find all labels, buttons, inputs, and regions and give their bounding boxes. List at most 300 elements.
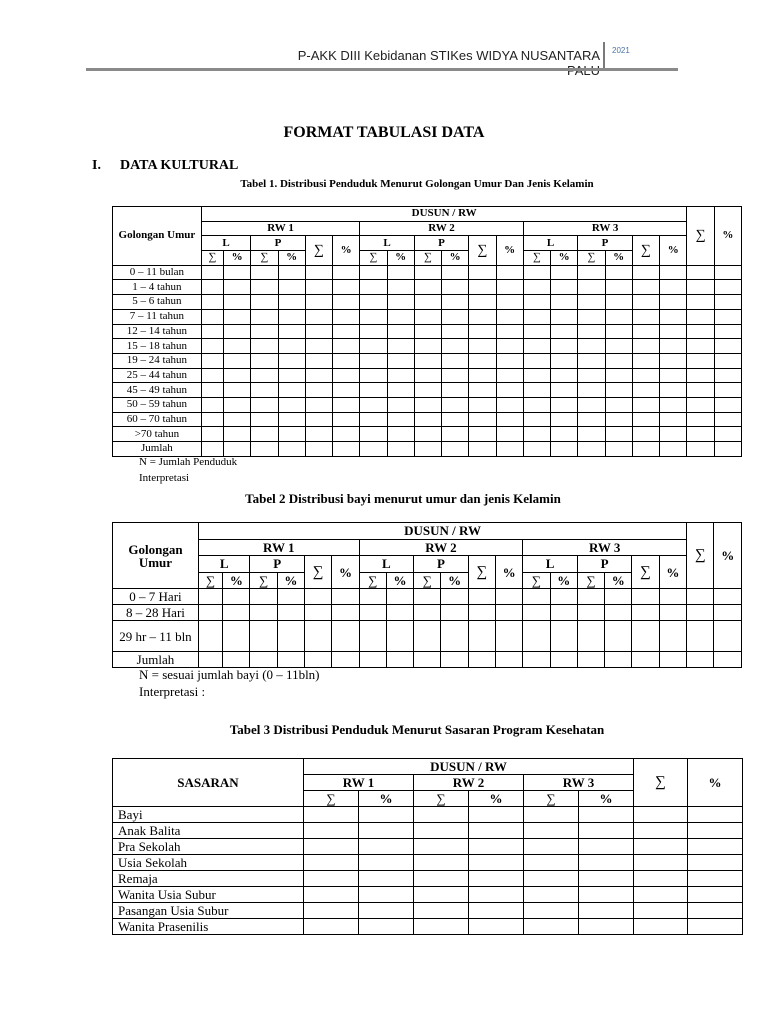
data-cell[interactable] bbox=[469, 324, 496, 339]
data-cell[interactable] bbox=[632, 383, 659, 398]
data-cell[interactable] bbox=[305, 339, 332, 354]
data-cell[interactable] bbox=[224, 397, 251, 412]
data-cell[interactable] bbox=[304, 887, 359, 903]
data-cell[interactable] bbox=[605, 605, 632, 621]
data-cell[interactable] bbox=[387, 383, 414, 398]
data-cell[interactable] bbox=[578, 412, 605, 427]
data-cell[interactable] bbox=[414, 442, 441, 457]
data-cell[interactable] bbox=[198, 589, 222, 605]
data-cell[interactable] bbox=[442, 280, 469, 295]
data-cell[interactable] bbox=[305, 621, 332, 652]
data-cell[interactable] bbox=[359, 621, 386, 652]
data-cell[interactable] bbox=[605, 412, 632, 427]
data-cell[interactable] bbox=[578, 265, 605, 280]
data-cell[interactable] bbox=[414, 295, 441, 310]
data-cell[interactable] bbox=[414, 621, 441, 652]
data-cell[interactable] bbox=[660, 309, 687, 324]
data-cell[interactable] bbox=[551, 324, 578, 339]
data-cell[interactable] bbox=[605, 427, 632, 442]
data-cell[interactable] bbox=[224, 442, 251, 457]
data-cell[interactable] bbox=[359, 839, 414, 855]
data-cell[interactable] bbox=[414, 839, 469, 855]
data-cell[interactable] bbox=[605, 265, 632, 280]
data-cell[interactable] bbox=[578, 309, 605, 324]
data-cell[interactable] bbox=[304, 855, 359, 871]
data-cell[interactable] bbox=[579, 903, 634, 919]
data-cell[interactable] bbox=[579, 919, 634, 935]
data-cell[interactable] bbox=[201, 265, 223, 280]
data-cell[interactable] bbox=[304, 871, 359, 887]
data-cell[interactable] bbox=[251, 397, 278, 412]
data-cell[interactable] bbox=[687, 652, 714, 668]
data-cell[interactable] bbox=[414, 903, 469, 919]
data-cell[interactable] bbox=[577, 621, 604, 652]
data-cell[interactable] bbox=[359, 823, 414, 839]
data-cell[interactable] bbox=[224, 427, 251, 442]
data-cell[interactable] bbox=[632, 368, 659, 383]
data-cell[interactable] bbox=[441, 589, 468, 605]
data-cell[interactable] bbox=[687, 324, 714, 339]
data-cell[interactable] bbox=[387, 295, 414, 310]
data-cell[interactable] bbox=[387, 324, 414, 339]
data-cell[interactable] bbox=[201, 353, 223, 368]
data-cell[interactable] bbox=[495, 652, 522, 668]
data-cell[interactable] bbox=[550, 589, 577, 605]
data-cell[interactable] bbox=[304, 903, 359, 919]
data-cell[interactable] bbox=[278, 309, 305, 324]
data-cell[interactable] bbox=[688, 919, 743, 935]
data-cell[interactable] bbox=[359, 871, 414, 887]
data-cell[interactable] bbox=[333, 353, 360, 368]
data-cell[interactable] bbox=[414, 280, 441, 295]
data-cell[interactable] bbox=[360, 280, 387, 295]
data-cell[interactable] bbox=[360, 265, 387, 280]
data-cell[interactable] bbox=[605, 309, 632, 324]
data-cell[interactable] bbox=[201, 427, 223, 442]
data-cell[interactable] bbox=[305, 324, 332, 339]
data-cell[interactable] bbox=[305, 412, 332, 427]
data-cell[interactable] bbox=[201, 295, 223, 310]
data-cell[interactable] bbox=[632, 652, 659, 668]
data-cell[interactable] bbox=[523, 295, 550, 310]
data-cell[interactable] bbox=[387, 442, 414, 457]
data-cell[interactable] bbox=[332, 621, 359, 652]
data-cell[interactable] bbox=[469, 855, 524, 871]
data-cell[interactable] bbox=[688, 887, 743, 903]
data-cell[interactable] bbox=[224, 368, 251, 383]
data-cell[interactable] bbox=[278, 412, 305, 427]
data-cell[interactable] bbox=[634, 839, 688, 855]
data-cell[interactable] bbox=[201, 368, 223, 383]
data-cell[interactable] bbox=[359, 855, 414, 871]
data-cell[interactable] bbox=[523, 442, 550, 457]
data-cell[interactable] bbox=[333, 397, 360, 412]
data-cell[interactable] bbox=[224, 309, 251, 324]
data-cell[interactable] bbox=[578, 383, 605, 398]
data-cell[interactable] bbox=[201, 339, 223, 354]
data-cell[interactable] bbox=[688, 807, 743, 823]
data-cell[interactable] bbox=[632, 265, 659, 280]
data-cell[interactable] bbox=[250, 652, 277, 668]
data-cell[interactable] bbox=[414, 605, 441, 621]
data-cell[interactable] bbox=[605, 652, 632, 668]
data-cell[interactable] bbox=[305, 280, 332, 295]
data-cell[interactable] bbox=[469, 427, 496, 442]
data-cell[interactable] bbox=[224, 295, 251, 310]
data-cell[interactable] bbox=[442, 368, 469, 383]
data-cell[interactable] bbox=[224, 339, 251, 354]
data-cell[interactable] bbox=[632, 442, 659, 457]
data-cell[interactable] bbox=[523, 353, 550, 368]
data-cell[interactable] bbox=[687, 368, 714, 383]
data-cell[interactable] bbox=[495, 621, 522, 652]
data-cell[interactable] bbox=[524, 903, 579, 919]
data-cell[interactable] bbox=[578, 280, 605, 295]
data-cell[interactable] bbox=[579, 887, 634, 903]
data-cell[interactable] bbox=[659, 605, 687, 621]
data-cell[interactable] bbox=[551, 427, 578, 442]
data-cell[interactable] bbox=[524, 855, 579, 871]
data-cell[interactable] bbox=[687, 309, 714, 324]
data-cell[interactable] bbox=[442, 412, 469, 427]
data-cell[interactable] bbox=[496, 339, 523, 354]
data-cell[interactable] bbox=[468, 589, 495, 605]
data-cell[interactable] bbox=[523, 383, 550, 398]
data-cell[interactable] bbox=[551, 280, 578, 295]
data-cell[interactable] bbox=[714, 589, 742, 605]
data-cell[interactable] bbox=[578, 427, 605, 442]
data-cell[interactable] bbox=[660, 412, 687, 427]
data-cell[interactable] bbox=[524, 839, 579, 855]
data-cell[interactable] bbox=[632, 621, 659, 652]
data-cell[interactable] bbox=[578, 339, 605, 354]
data-cell[interactable] bbox=[304, 839, 359, 855]
data-cell[interactable] bbox=[469, 353, 496, 368]
data-cell[interactable] bbox=[305, 589, 332, 605]
data-cell[interactable] bbox=[632, 589, 659, 605]
data-cell[interactable] bbox=[442, 383, 469, 398]
data-cell[interactable] bbox=[660, 427, 687, 442]
data-cell[interactable] bbox=[224, 265, 251, 280]
data-cell[interactable] bbox=[688, 839, 743, 855]
data-cell[interactable] bbox=[251, 280, 278, 295]
data-cell[interactable] bbox=[687, 427, 714, 442]
data-cell[interactable] bbox=[579, 855, 634, 871]
data-cell[interactable] bbox=[579, 839, 634, 855]
data-cell[interactable] bbox=[605, 324, 632, 339]
data-cell[interactable] bbox=[660, 265, 687, 280]
data-cell[interactable] bbox=[305, 383, 332, 398]
data-cell[interactable] bbox=[387, 339, 414, 354]
data-cell[interactable] bbox=[714, 605, 742, 621]
data-cell[interactable] bbox=[442, 397, 469, 412]
data-cell[interactable] bbox=[360, 427, 387, 442]
data-cell[interactable] bbox=[687, 442, 714, 457]
data-cell[interactable] bbox=[605, 295, 632, 310]
data-cell[interactable] bbox=[359, 903, 414, 919]
data-cell[interactable] bbox=[523, 368, 550, 383]
data-cell[interactable] bbox=[251, 442, 278, 457]
data-cell[interactable] bbox=[496, 442, 523, 457]
data-cell[interactable] bbox=[468, 652, 495, 668]
data-cell[interactable] bbox=[523, 412, 550, 427]
data-cell[interactable] bbox=[278, 265, 305, 280]
data-cell[interactable] bbox=[277, 605, 304, 621]
data-cell[interactable] bbox=[414, 871, 469, 887]
data-cell[interactable] bbox=[333, 309, 360, 324]
data-cell[interactable] bbox=[469, 871, 524, 887]
data-cell[interactable] bbox=[359, 919, 414, 935]
data-cell[interactable] bbox=[414, 652, 441, 668]
data-cell[interactable] bbox=[523, 309, 550, 324]
data-cell[interactable] bbox=[387, 397, 414, 412]
data-cell[interactable] bbox=[305, 427, 332, 442]
data-cell[interactable] bbox=[360, 397, 387, 412]
data-cell[interactable] bbox=[632, 295, 659, 310]
data-cell[interactable] bbox=[523, 280, 550, 295]
data-cell[interactable] bbox=[304, 919, 359, 935]
data-cell[interactable] bbox=[660, 353, 687, 368]
data-cell[interactable] bbox=[496, 295, 523, 310]
data-cell[interactable] bbox=[578, 353, 605, 368]
data-cell[interactable] bbox=[523, 324, 550, 339]
data-cell[interactable] bbox=[469, 265, 496, 280]
data-cell[interactable] bbox=[278, 280, 305, 295]
data-cell[interactable] bbox=[442, 427, 469, 442]
data-cell[interactable] bbox=[496, 353, 523, 368]
data-cell[interactable] bbox=[660, 280, 687, 295]
data-cell[interactable] bbox=[251, 412, 278, 427]
data-cell[interactable] bbox=[333, 295, 360, 310]
data-cell[interactable] bbox=[687, 383, 714, 398]
data-cell[interactable] bbox=[251, 324, 278, 339]
data-cell[interactable] bbox=[605, 339, 632, 354]
data-cell[interactable] bbox=[524, 887, 579, 903]
data-cell[interactable] bbox=[201, 442, 223, 457]
data-cell[interactable] bbox=[277, 621, 304, 652]
data-cell[interactable] bbox=[579, 823, 634, 839]
data-cell[interactable] bbox=[277, 652, 304, 668]
data-cell[interactable] bbox=[714, 353, 741, 368]
data-cell[interactable] bbox=[305, 368, 332, 383]
data-cell[interactable] bbox=[551, 353, 578, 368]
data-cell[interactable] bbox=[251, 368, 278, 383]
data-cell[interactable] bbox=[414, 807, 469, 823]
data-cell[interactable] bbox=[496, 309, 523, 324]
data-cell[interactable] bbox=[305, 309, 332, 324]
data-cell[interactable] bbox=[360, 442, 387, 457]
data-cell[interactable] bbox=[524, 807, 579, 823]
data-cell[interactable] bbox=[386, 589, 413, 605]
data-cell[interactable] bbox=[223, 652, 250, 668]
data-cell[interactable] bbox=[359, 605, 386, 621]
data-cell[interactable] bbox=[469, 412, 496, 427]
data-cell[interactable] bbox=[359, 589, 386, 605]
data-cell[interactable] bbox=[360, 295, 387, 310]
data-cell[interactable] bbox=[577, 605, 604, 621]
data-cell[interactable] bbox=[469, 295, 496, 310]
data-cell[interactable] bbox=[605, 397, 632, 412]
data-cell[interactable] bbox=[688, 855, 743, 871]
data-cell[interactable] bbox=[551, 442, 578, 457]
data-cell[interactable] bbox=[414, 265, 441, 280]
data-cell[interactable] bbox=[333, 442, 360, 457]
data-cell[interactable] bbox=[660, 295, 687, 310]
data-cell[interactable] bbox=[496, 427, 523, 442]
data-cell[interactable] bbox=[714, 621, 742, 652]
data-cell[interactable] bbox=[468, 621, 495, 652]
data-cell[interactable] bbox=[278, 353, 305, 368]
data-cell[interactable] bbox=[278, 427, 305, 442]
data-cell[interactable] bbox=[442, 442, 469, 457]
data-cell[interactable] bbox=[659, 589, 687, 605]
data-cell[interactable] bbox=[305, 353, 332, 368]
data-cell[interactable] bbox=[605, 368, 632, 383]
data-cell[interactable] bbox=[634, 807, 688, 823]
data-cell[interactable] bbox=[198, 605, 222, 621]
data-cell[interactable] bbox=[360, 339, 387, 354]
data-cell[interactable] bbox=[441, 605, 468, 621]
data-cell[interactable] bbox=[469, 887, 524, 903]
data-cell[interactable] bbox=[201, 324, 223, 339]
data-cell[interactable] bbox=[332, 652, 359, 668]
data-cell[interactable] bbox=[332, 605, 359, 621]
data-cell[interactable] bbox=[579, 807, 634, 823]
data-cell[interactable] bbox=[442, 324, 469, 339]
data-cell[interactable] bbox=[250, 605, 277, 621]
data-cell[interactable] bbox=[687, 621, 714, 652]
data-cell[interactable] bbox=[387, 309, 414, 324]
data-cell[interactable] bbox=[333, 339, 360, 354]
data-cell[interactable] bbox=[714, 427, 741, 442]
data-cell[interactable] bbox=[469, 339, 496, 354]
data-cell[interactable] bbox=[278, 324, 305, 339]
data-cell[interactable] bbox=[277, 589, 304, 605]
data-cell[interactable] bbox=[634, 823, 688, 839]
data-cell[interactable] bbox=[224, 383, 251, 398]
data-cell[interactable] bbox=[632, 280, 659, 295]
data-cell[interactable] bbox=[714, 397, 741, 412]
data-cell[interactable] bbox=[224, 324, 251, 339]
data-cell[interactable] bbox=[496, 412, 523, 427]
data-cell[interactable] bbox=[305, 295, 332, 310]
data-cell[interactable] bbox=[201, 383, 223, 398]
data-cell[interactable] bbox=[714, 324, 741, 339]
data-cell[interactable] bbox=[551, 368, 578, 383]
data-cell[interactable] bbox=[360, 383, 387, 398]
data-cell[interactable] bbox=[660, 397, 687, 412]
data-cell[interactable] bbox=[359, 652, 386, 668]
data-cell[interactable] bbox=[496, 280, 523, 295]
data-cell[interactable] bbox=[469, 919, 524, 935]
data-cell[interactable] bbox=[251, 427, 278, 442]
data-cell[interactable] bbox=[387, 368, 414, 383]
data-cell[interactable] bbox=[441, 621, 468, 652]
data-cell[interactable] bbox=[251, 383, 278, 398]
data-cell[interactable] bbox=[523, 397, 550, 412]
data-cell[interactable] bbox=[523, 621, 550, 652]
data-cell[interactable] bbox=[687, 412, 714, 427]
data-cell[interactable] bbox=[414, 412, 441, 427]
data-cell[interactable] bbox=[577, 589, 604, 605]
data-cell[interactable] bbox=[469, 903, 524, 919]
data-cell[interactable] bbox=[687, 353, 714, 368]
data-cell[interactable] bbox=[714, 295, 741, 310]
data-cell[interactable] bbox=[634, 903, 688, 919]
data-cell[interactable] bbox=[386, 605, 413, 621]
data-cell[interactable] bbox=[250, 621, 277, 652]
data-cell[interactable] bbox=[523, 652, 550, 668]
data-cell[interactable] bbox=[578, 397, 605, 412]
data-cell[interactable] bbox=[387, 412, 414, 427]
data-cell[interactable] bbox=[414, 887, 469, 903]
data-cell[interactable] bbox=[387, 265, 414, 280]
data-cell[interactable] bbox=[496, 383, 523, 398]
data-cell[interactable] bbox=[660, 442, 687, 457]
data-cell[interactable] bbox=[550, 652, 577, 668]
data-cell[interactable] bbox=[660, 324, 687, 339]
data-cell[interactable] bbox=[714, 368, 741, 383]
data-cell[interactable] bbox=[577, 652, 604, 668]
data-cell[interactable] bbox=[578, 295, 605, 310]
data-cell[interactable] bbox=[469, 823, 524, 839]
data-cell[interactable] bbox=[659, 621, 687, 652]
data-cell[interactable] bbox=[469, 839, 524, 855]
data-cell[interactable] bbox=[632, 605, 659, 621]
data-cell[interactable] bbox=[551, 339, 578, 354]
data-cell[interactable] bbox=[496, 397, 523, 412]
data-cell[interactable] bbox=[223, 589, 250, 605]
data-cell[interactable] bbox=[714, 280, 741, 295]
data-cell[interactable] bbox=[333, 412, 360, 427]
data-cell[interactable] bbox=[714, 309, 741, 324]
data-cell[interactable] bbox=[442, 265, 469, 280]
data-cell[interactable] bbox=[278, 339, 305, 354]
data-cell[interactable] bbox=[605, 383, 632, 398]
data-cell[interactable] bbox=[632, 324, 659, 339]
data-cell[interactable] bbox=[333, 280, 360, 295]
data-cell[interactable] bbox=[714, 442, 741, 457]
data-cell[interactable] bbox=[469, 309, 496, 324]
data-cell[interactable] bbox=[578, 368, 605, 383]
data-cell[interactable] bbox=[441, 652, 468, 668]
data-cell[interactable] bbox=[414, 353, 441, 368]
data-cell[interactable] bbox=[223, 621, 250, 652]
data-cell[interactable] bbox=[688, 823, 743, 839]
data-cell[interactable] bbox=[414, 339, 441, 354]
data-cell[interactable] bbox=[550, 605, 577, 621]
data-cell[interactable] bbox=[442, 295, 469, 310]
data-cell[interactable] bbox=[550, 621, 577, 652]
data-cell[interactable] bbox=[551, 309, 578, 324]
data-cell[interactable] bbox=[250, 589, 277, 605]
data-cell[interactable] bbox=[201, 280, 223, 295]
data-cell[interactable] bbox=[387, 280, 414, 295]
data-cell[interactable] bbox=[523, 339, 550, 354]
data-cell[interactable] bbox=[578, 442, 605, 457]
data-cell[interactable] bbox=[201, 412, 223, 427]
data-cell[interactable] bbox=[278, 397, 305, 412]
data-cell[interactable] bbox=[496, 265, 523, 280]
data-cell[interactable] bbox=[360, 368, 387, 383]
data-cell[interactable] bbox=[305, 652, 332, 668]
data-cell[interactable] bbox=[496, 368, 523, 383]
data-cell[interactable] bbox=[304, 807, 359, 823]
data-cell[interactable] bbox=[305, 265, 332, 280]
data-cell[interactable] bbox=[688, 903, 743, 919]
data-cell[interactable] bbox=[201, 397, 223, 412]
data-cell[interactable] bbox=[442, 309, 469, 324]
